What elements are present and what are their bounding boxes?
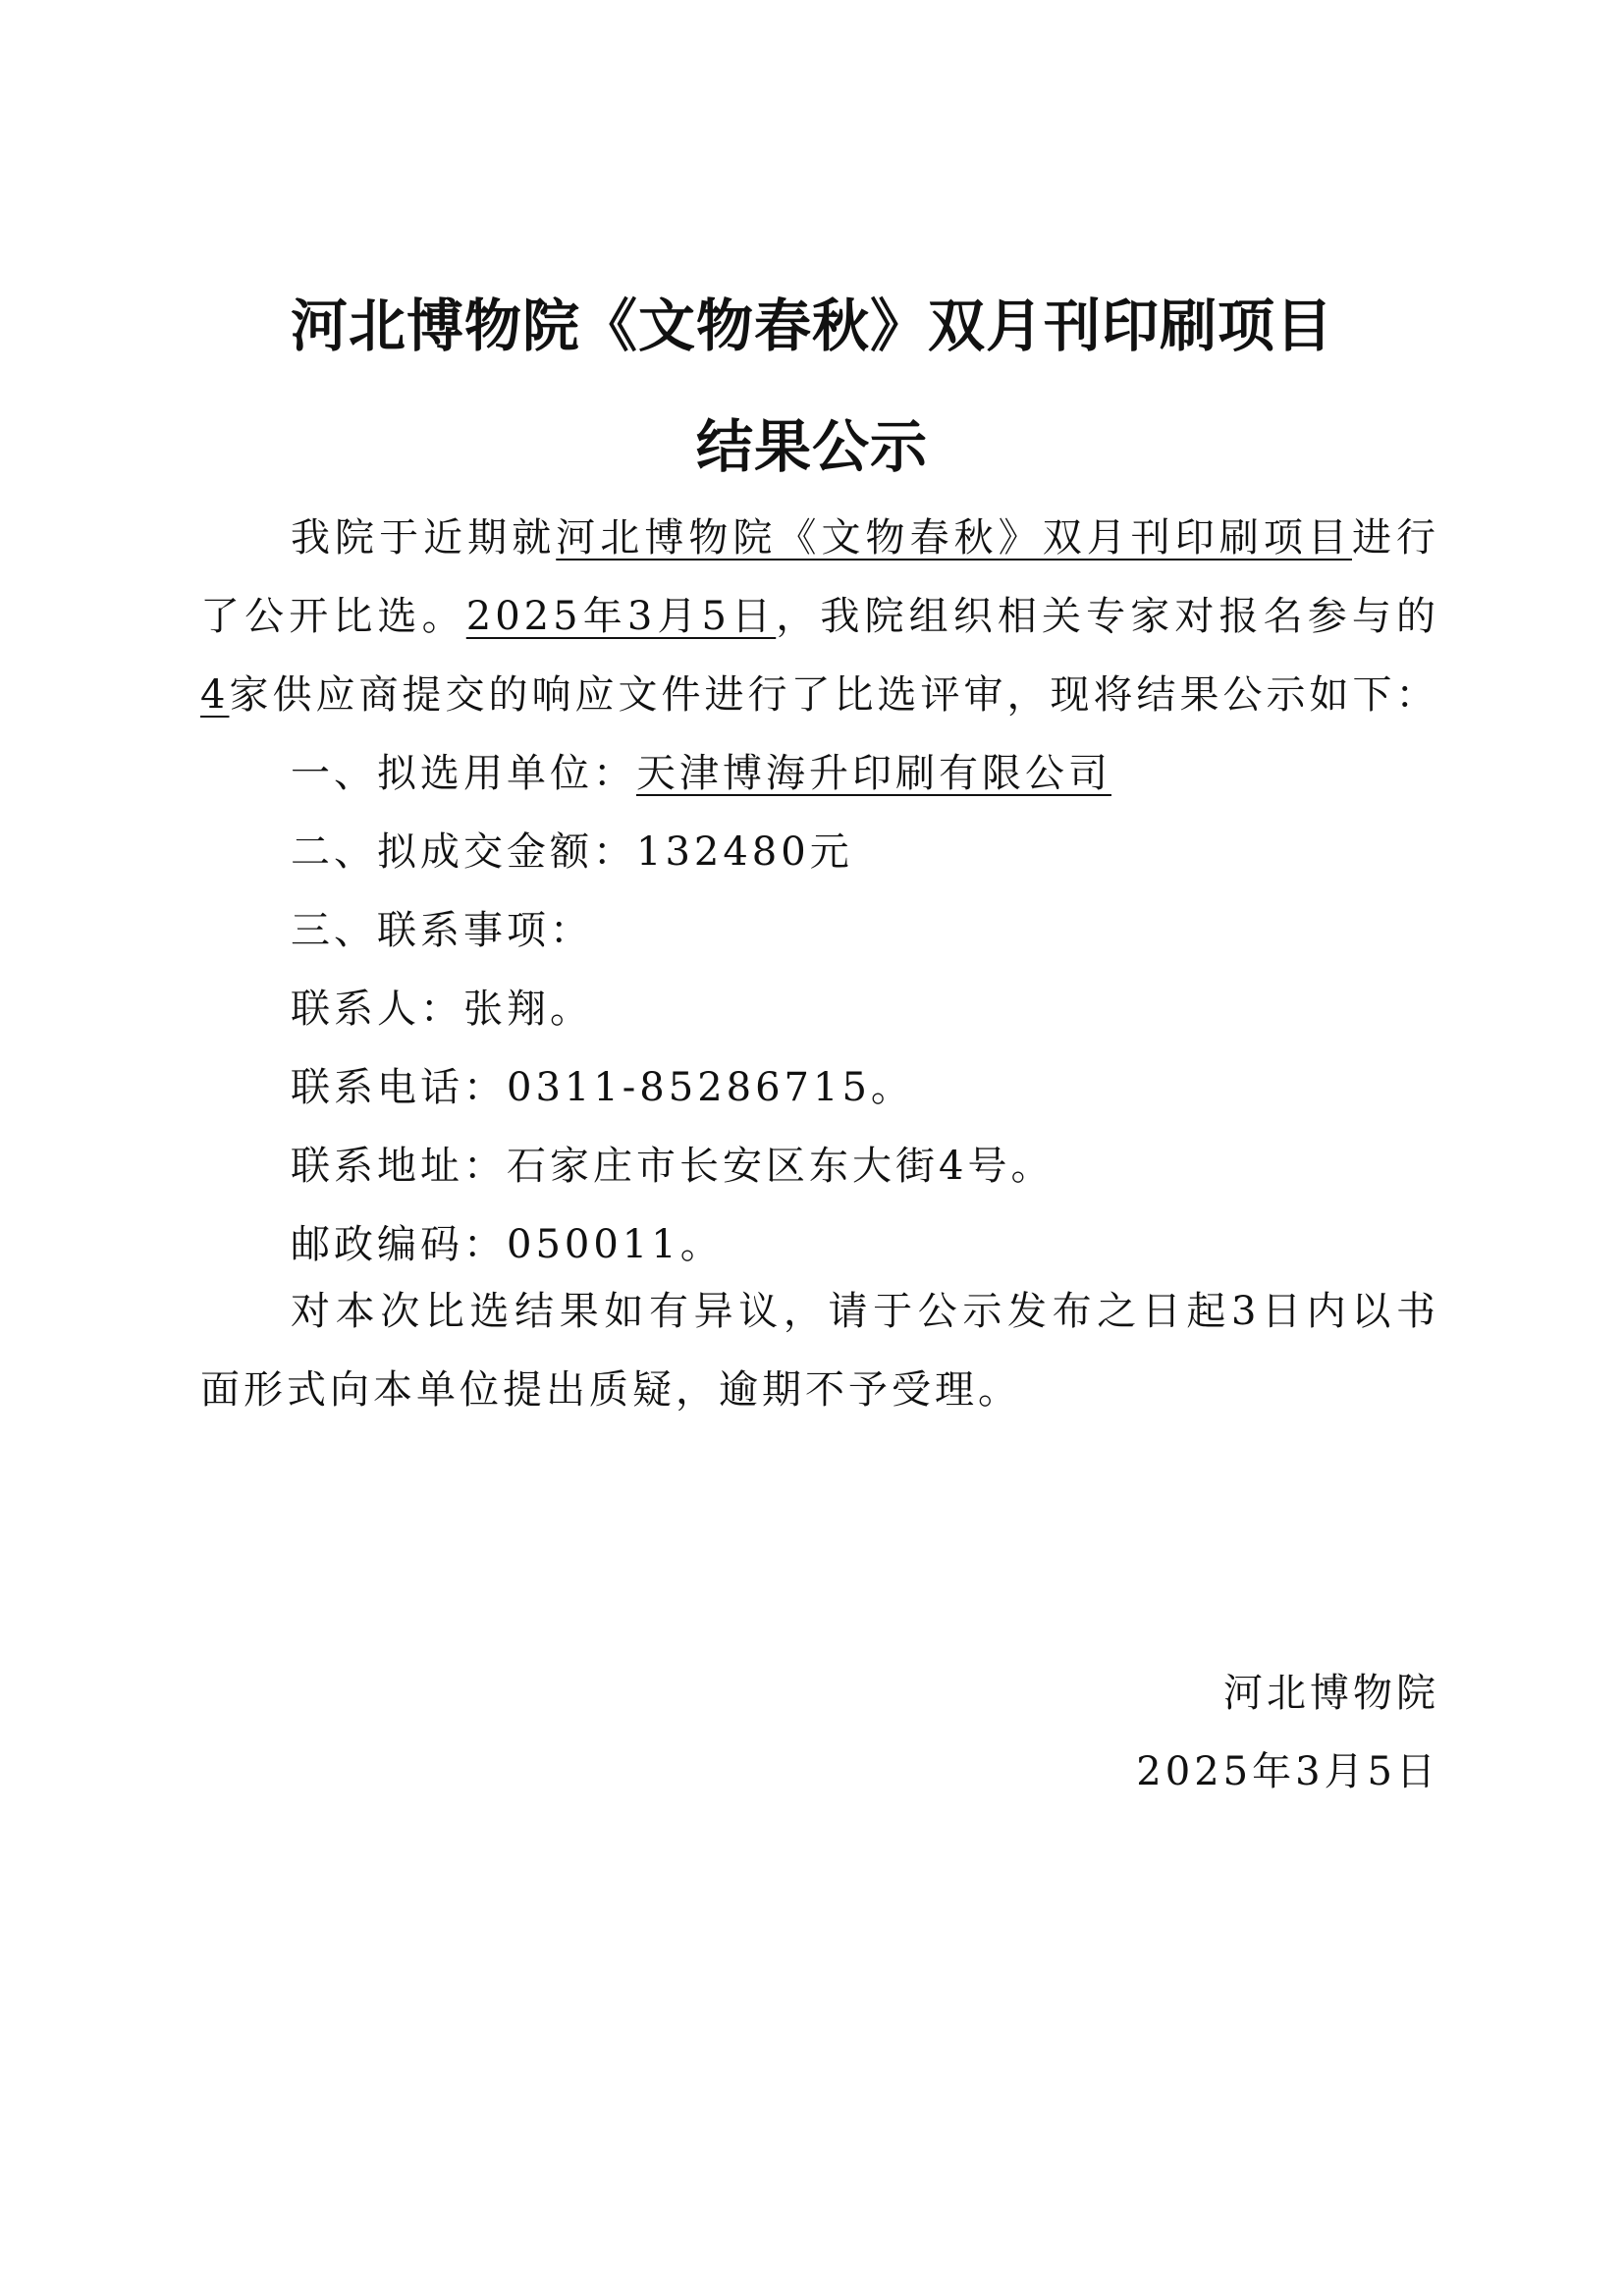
selected-unit-label: 一、拟选用单位： xyxy=(291,751,636,796)
signature-date: 2025年3月5日 xyxy=(1136,1749,1439,1794)
document-title-line1: 河北博物院《文物春秋》双月刊印刷项目 xyxy=(290,293,1333,359)
contact-address: 联系地址：石家庄市长安区东大街4号。 xyxy=(291,1144,1055,1189)
intro-text-3: ，我院组织相关专家对报名参与的 xyxy=(776,594,1440,639)
postal-code: 邮政编码：050011。 xyxy=(291,1222,724,1267)
intro-text-4: 家供应商提交的响应文件进行了比选评审，现将结果公示如下： xyxy=(229,672,1439,718)
contact-phone: 联系电话：0311-85286715。 xyxy=(291,1065,914,1110)
contact-heading: 三、联系事项： xyxy=(291,908,593,953)
objection-paragraph: 对本次比选结果如有异议，请于公示发布之日起3日内以书面形式向本单位提出质疑，逾期不予受理。 xyxy=(200,1289,1439,1413)
project-name: 河北博物院《文物春秋》双月刊印刷项目 xyxy=(556,515,1352,561)
contact-person: 联系人：张翔。 xyxy=(291,987,593,1032)
selected-unit-value: 天津博海升印刷有限公司 xyxy=(636,751,1111,796)
intro-text-1: 我院于近期就 xyxy=(291,515,557,561)
intro-text-2: 进行了公开比选。 xyxy=(200,515,1440,639)
intro-paragraph xyxy=(200,499,1439,734)
supplier-count: 4 xyxy=(200,672,230,718)
amount-line: 二、拟成交金额：132480元 xyxy=(291,829,853,875)
signature-org: 河北博物院 xyxy=(1223,1671,1439,1716)
document-title-line2: 结果公示 xyxy=(695,413,928,480)
review-date: 2025年3月5日 xyxy=(465,594,777,639)
selected-unit-line xyxy=(291,734,1111,813)
